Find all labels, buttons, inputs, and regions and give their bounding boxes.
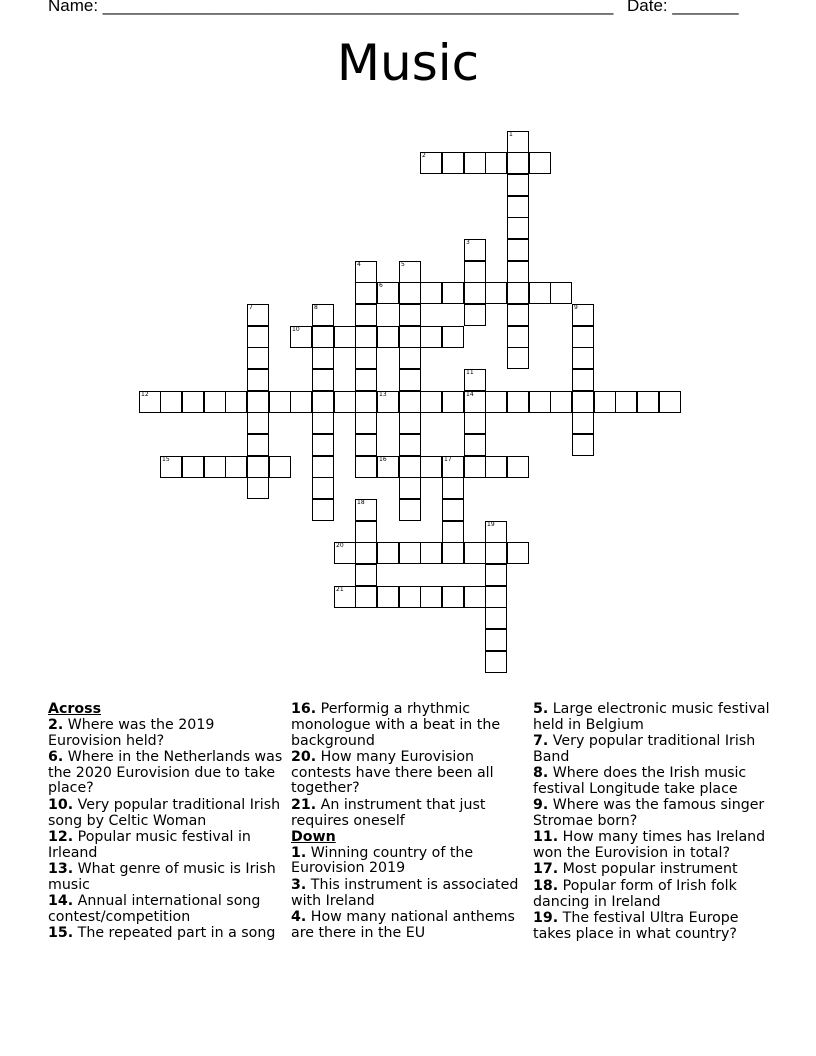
clue-item: [48, 718, 286, 750]
grid-cell[interactable]: [334, 542, 356, 564]
clue-number: 1.: [291, 844, 307, 861]
grid-cell[interactable]: [334, 391, 356, 413]
grid-cell[interactable]: [355, 326, 377, 348]
grid-cell[interactable]: [355, 434, 377, 456]
clue-number-label: 17: [444, 456, 452, 463]
clue-item: [291, 702, 529, 749]
grid-cell[interactable]: [572, 412, 594, 434]
clue-number: 9.: [533, 797, 549, 814]
grid-cell[interactable]: [507, 456, 529, 478]
grid-cell[interactable]: [355, 282, 377, 304]
clue-number-label: 19: [487, 521, 495, 528]
grid-cell[interactable]: [225, 391, 247, 413]
grid-cell[interactable]: [420, 326, 442, 348]
grid-cell[interactable]: [377, 456, 399, 478]
clue-text: Performig a rhythmic monologue with a beat in the background: [291, 701, 501, 749]
grid-cell[interactable]: [572, 304, 594, 326]
grid-cell[interactable]: [464, 239, 486, 261]
grid-cell[interactable]: [464, 586, 486, 608]
grid-cell[interactable]: [377, 282, 399, 304]
grid-cell[interactable]: [615, 391, 637, 413]
grid-cell[interactable]: [225, 456, 247, 478]
grid-cell[interactable]: [399, 326, 421, 348]
grid-cell[interactable]: [269, 456, 291, 478]
grid-cell[interactable]: [529, 391, 551, 413]
grid-cell[interactable]: [399, 434, 421, 456]
clue-number: 21.: [291, 796, 317, 813]
grid-cell[interactable]: [420, 586, 442, 608]
clue-item: [48, 894, 286, 926]
clue-number-label: 9: [574, 304, 578, 311]
grid-cell[interactable]: [507, 542, 529, 564]
clue-number-label: 14: [466, 391, 474, 398]
date-field: Date: _______: [627, 0, 739, 15]
clue-item: [533, 734, 771, 766]
clue-text: What genre of music is Irish music: [48, 860, 276, 893]
clue-text: This instrument is associated with Ireland: [291, 876, 519, 909]
clue-number: 6.: [48, 748, 64, 765]
clue-number: 10.: [48, 796, 74, 813]
clue-number-label: 2: [422, 152, 426, 159]
grid-cell[interactable]: [290, 326, 312, 348]
clue-number-label: 3: [466, 239, 470, 246]
clue-text: Where was the famous singer Stromae born?: [533, 797, 765, 830]
grid-cell[interactable]: [160, 456, 182, 478]
grid-cell[interactable]: [485, 152, 507, 174]
grid-cell[interactable]: [399, 282, 421, 304]
clue-item: [533, 766, 771, 798]
grid-cell[interactable]: [442, 391, 464, 413]
clue-text: The repeated part in a song: [77, 925, 276, 942]
grid-cell[interactable]: [507, 174, 529, 196]
clue-number: 13.: [48, 860, 74, 877]
grid-cell[interactable]: [464, 369, 486, 391]
grid-cell[interactable]: [485, 586, 507, 608]
clue-text: Very popular traditional Irish Band: [533, 733, 756, 765]
grid-cell[interactable]: [572, 347, 594, 369]
clue-text: How many Eurovision contests have there been all together?: [291, 748, 494, 797]
grid-cell[interactable]: [420, 456, 442, 478]
clue-item: [48, 926, 286, 942]
clue-item: [533, 879, 771, 911]
grid-cell[interactable]: [247, 326, 269, 348]
grid-cell[interactable]: [464, 542, 486, 564]
grid-cell[interactable]: [182, 456, 204, 478]
clue-number-label: 18: [357, 499, 365, 506]
grid-cell[interactable]: [485, 564, 507, 586]
grid-cell[interactable]: [247, 391, 269, 413]
clue-number-label: 10: [292, 326, 300, 333]
grid-cell[interactable]: [399, 499, 421, 521]
grid-cell[interactable]: [204, 391, 226, 413]
grid-cell[interactable]: [550, 282, 572, 304]
grid-cell[interactable]: [290, 391, 312, 413]
grid-cell[interactable]: [442, 499, 464, 521]
grid-cell[interactable]: [312, 304, 334, 326]
clue-item: [291, 910, 529, 942]
grid-cell[interactable]: [485, 521, 507, 543]
grid-cell[interactable]: [399, 391, 421, 413]
clue-item: [48, 798, 286, 830]
clue-number: 18.: [533, 877, 559, 894]
section-heading: Down: [291, 828, 336, 845]
clue-number-label: 11: [466, 369, 474, 376]
grid-cell[interactable]: [247, 477, 269, 499]
clue-text: Popular music festival in Irleand: [48, 828, 251, 861]
grid-cell[interactable]: [355, 586, 377, 608]
grid-cell[interactable]: [442, 477, 464, 499]
grid-cell[interactable]: [355, 261, 377, 283]
grid-cell[interactable]: [312, 347, 334, 369]
clue-number-label: 12: [141, 391, 149, 398]
grid-cell[interactable]: [247, 369, 269, 391]
grid-cell[interactable]: [334, 326, 356, 348]
grid-cell[interactable]: [464, 391, 486, 413]
grid-cell[interactable]: [334, 586, 356, 608]
grid-cell[interactable]: [312, 434, 334, 456]
clue-text: Large electronic music festival held in Belgium: [533, 701, 770, 733]
grid-cell[interactable]: [312, 326, 334, 348]
grid-cell[interactable]: [594, 391, 616, 413]
grid-cell[interactable]: [377, 586, 399, 608]
page-title: Music: [336, 34, 480, 92]
grid-cell[interactable]: [355, 304, 377, 326]
grid-cell[interactable]: [312, 412, 334, 434]
clue-number-label: 6: [379, 282, 383, 289]
clue-number: 4.: [291, 908, 307, 925]
section-heading: Across: [48, 701, 102, 717]
grid-cell[interactable]: [355, 347, 377, 369]
grid-cell[interactable]: [269, 391, 291, 413]
grid-cell[interactable]: [507, 347, 529, 369]
clue-item: [291, 750, 529, 797]
clue-text: An instrument that just requires oneself: [291, 796, 486, 829]
grid-cell[interactable]: [442, 542, 464, 564]
grid-cell[interactable]: [529, 152, 551, 174]
clue-item: [533, 798, 771, 830]
clue-text: Popular form of Irish folk dancing in Ireland: [533, 877, 737, 910]
grid-cell[interactable]: [355, 456, 377, 478]
grid-cell[interactable]: [312, 477, 334, 499]
clue-number: 16.: [291, 701, 317, 717]
grid-cell[interactable]: [507, 261, 529, 283]
grid-cell[interactable]: [355, 369, 377, 391]
grid-cell[interactable]: [312, 456, 334, 478]
grid-cell[interactable]: [442, 282, 464, 304]
grid-cell[interactable]: [507, 196, 529, 218]
grid-cell[interactable]: [247, 456, 269, 478]
grid-cell[interactable]: [399, 586, 421, 608]
grid-cell[interactable]: [399, 304, 421, 326]
grid-cell[interactable]: [139, 391, 161, 413]
clue-number: 14.: [48, 893, 74, 910]
clue-item: [291, 846, 529, 878]
clue-item: [291, 798, 529, 830]
grid-cell[interactable]: [182, 391, 204, 413]
grid-cell[interactable]: [399, 369, 421, 391]
clue-text: Where does the Irish music festival Longitude take place: [533, 765, 747, 797]
clue-item: [533, 862, 771, 878]
grid-cell[interactable]: [507, 282, 529, 304]
grid-cell[interactable]: [247, 412, 269, 434]
clue-text: Very popular traditional Irish song by Celtic Woman: [48, 796, 281, 829]
clue-text: Winning country of the Eurovision 2019: [291, 844, 474, 877]
clue-number-label: 13: [379, 391, 387, 398]
grid-cell[interactable]: [355, 564, 377, 586]
clue-item: [533, 702, 771, 734]
grid-cell[interactable]: [442, 521, 464, 543]
grid-cell[interactable]: [377, 326, 399, 348]
grid-cell[interactable]: [464, 261, 486, 283]
grid-cell[interactable]: [355, 521, 377, 543]
grid-cell[interactable]: [377, 391, 399, 413]
grid-cell[interactable]: [420, 542, 442, 564]
grid-cell[interactable]: [355, 499, 377, 521]
clue-number: 20.: [291, 748, 317, 765]
grid-cell[interactable]: [485, 607, 507, 629]
grid-cell[interactable]: [464, 434, 486, 456]
clue-number: 3.: [291, 876, 307, 893]
grid-cell[interactable]: [420, 152, 442, 174]
grid-cell[interactable]: [507, 391, 529, 413]
grid-cell[interactable]: [247, 434, 269, 456]
grid-cell[interactable]: [507, 217, 529, 239]
clue-text: The festival Ultra Europe takes place in what country?: [533, 909, 739, 942]
clue-number: 5.: [533, 701, 549, 717]
grid-cell[interactable]: [312, 391, 334, 413]
grid-cell[interactable]: [529, 282, 551, 304]
clue-number-label: 4: [357, 261, 361, 268]
clue-item: [48, 862, 286, 894]
grid-cell[interactable]: [442, 152, 464, 174]
clue-item: [533, 911, 771, 943]
clue-text: How many times has Ireland won the Eurovision in total?: [533, 829, 766, 862]
clue-number-label: 16: [379, 456, 387, 463]
clue-text: Where in the Netherlands was the 2020 Eurovision due to take place?: [48, 748, 283, 797]
grid-cell[interactable]: [355, 542, 377, 564]
name-field: Name: ______________________________________________________: [48, 0, 614, 15]
grid-cell[interactable]: [464, 304, 486, 326]
grid-cell[interactable]: [507, 239, 529, 261]
clue-text: Most popular instrument: [562, 861, 738, 878]
grid-cell[interactable]: [442, 326, 464, 348]
clue-number: 19.: [533, 909, 559, 926]
grid-cell[interactable]: [507, 131, 529, 153]
grid-cell[interactable]: [355, 391, 377, 413]
grid-cell[interactable]: [572, 434, 594, 456]
clue-number-label: 21: [336, 586, 344, 593]
grid-cell[interactable]: [464, 282, 486, 304]
clue-column-2: [291, 702, 529, 942]
grid-cell[interactable]: [377, 542, 399, 564]
clue-text: Annual international song contest/competition: [48, 893, 261, 925]
grid-cell[interactable]: [204, 456, 226, 478]
clue-number-label: 5: [401, 261, 405, 268]
grid-cell[interactable]: [572, 369, 594, 391]
grid-cell[interactable]: [399, 412, 421, 434]
clue-item: [48, 750, 286, 797]
clue-number: 2.: [48, 716, 64, 733]
grid-cell[interactable]: [485, 629, 507, 651]
grid-cell[interactable]: [160, 391, 182, 413]
grid-cell[interactable]: [247, 347, 269, 369]
grid-cell[interactable]: [572, 391, 594, 413]
grid-cell[interactable]: [399, 542, 421, 564]
grid-cell[interactable]: [507, 326, 529, 348]
clue-number-label: 20: [336, 542, 344, 549]
grid-cell[interactable]: [507, 304, 529, 326]
grid-cell[interactable]: [312, 369, 334, 391]
clue-number: 15.: [48, 925, 74, 942]
grid-cell[interactable]: [399, 261, 421, 283]
clue-number: 8.: [533, 765, 549, 782]
grid-cell[interactable]: [485, 282, 507, 304]
grid-cell[interactable]: [637, 391, 659, 413]
clue-number-label: 15: [162, 456, 170, 463]
clue-number: 17.: [533, 861, 559, 878]
grid-cell[interactable]: [420, 391, 442, 413]
grid-cell[interactable]: [485, 542, 507, 564]
grid-cell[interactable]: [442, 456, 464, 478]
clue-number-label: 7: [249, 304, 253, 311]
grid-cell[interactable]: [399, 477, 421, 499]
grid-cell[interactable]: [442, 586, 464, 608]
clue-number: 7.: [533, 733, 549, 750]
clue-text: Where was the 2019 Eurovision held?: [48, 716, 215, 749]
grid-cell[interactable]: [485, 456, 507, 478]
clue-column-3: [533, 702, 771, 943]
grid-cell[interactable]: [485, 391, 507, 413]
clue-number-label: 8: [314, 304, 318, 311]
grid-cell[interactable]: [485, 651, 507, 673]
clue-number-label: 1: [509, 131, 513, 138]
clue-item: [533, 830, 771, 862]
grid-cell[interactable]: [420, 282, 442, 304]
clue-number: 12.: [48, 828, 74, 845]
grid-cell[interactable]: [464, 152, 486, 174]
grid-cell[interactable]: [659, 391, 681, 413]
grid-cell[interactable]: [550, 391, 572, 413]
grid-cell[interactable]: [247, 304, 269, 326]
grid-cell[interactable]: [312, 499, 334, 521]
clue-number: 11.: [533, 829, 559, 846]
grid-cell[interactable]: [507, 152, 529, 174]
grid-cell[interactable]: [399, 456, 421, 478]
clue-text: How many national anthems are there in the EU: [291, 908, 515, 941]
grid-cell[interactable]: [572, 326, 594, 348]
grid-cell[interactable]: [399, 347, 421, 369]
grid-cell[interactable]: [464, 456, 486, 478]
clue-item: [291, 878, 529, 910]
clue-column-1: [48, 702, 286, 942]
grid-cell[interactable]: [464, 412, 486, 434]
clue-item: [48, 830, 286, 862]
grid-cell[interactable]: [355, 412, 377, 434]
